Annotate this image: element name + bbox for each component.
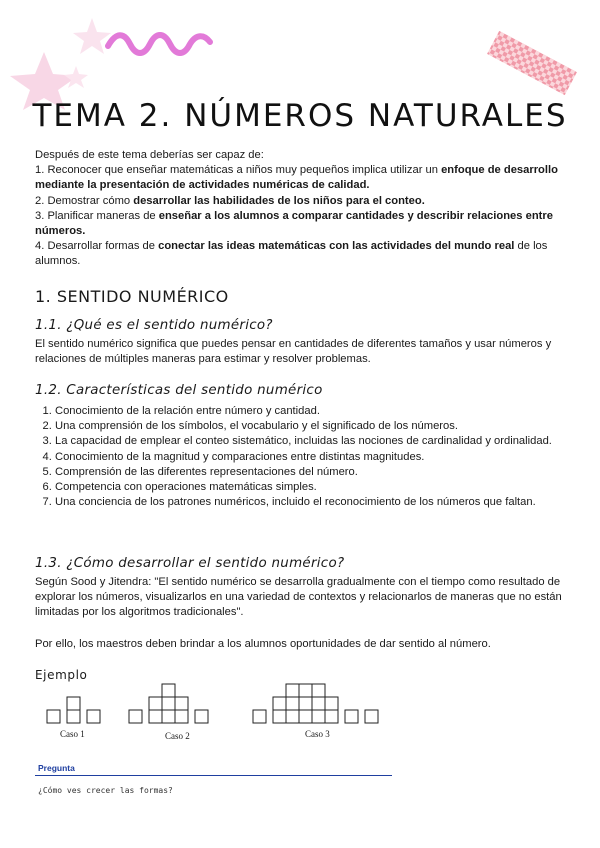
case-2-shapes (129, 684, 208, 723)
list-item: 7. Una conciencia de los patrones numéricos, incluido el reconocimiento de los números que faltan. (55, 495, 555, 510)
washi-tape-decoration (482, 30, 582, 96)
list-item: 5. Comprensión de las diferentes representaciones del número. (55, 465, 555, 480)
case-2-label: Caso 2 (165, 731, 190, 741)
case-3-label: Caso 3 (305, 729, 330, 739)
page-title: TEMA 2. NÚMEROS NATURALES (32, 98, 568, 134)
subsection-heading-3: 1.3. ¿Cómo desarrollar el sentido numérico? (35, 556, 345, 571)
growing-shapes-figure (40, 680, 400, 742)
list-item: 2. Una comprensión de los símbolos, el vocabulario y el significado de los números. (55, 419, 555, 434)
list-item: 4. Conocimiento de la magnitud y comparaciones entre distintas magnitudes. (55, 450, 555, 465)
question-title: Pregunta (38, 763, 75, 773)
case-1-shapes (47, 697, 100, 723)
case-1-label: Caso 1 (60, 729, 85, 739)
example-label: Ejemplo (35, 668, 88, 682)
list-item: 1. Conocimiento de la relación entre número y cantidad. (55, 404, 555, 419)
characteristics-list (35, 404, 555, 510)
subsection-3-text: Según Sood y Jitendra: "El sentido numérico se desarrolla gradualmente con el tiempo como resultado de explorar los números, visualizarlos en una variedad de contextos y relacionarlos de maneras que no están limitadas por los algoritmos tradicionales". (35, 576, 562, 619)
objective-2: 2. Demostrar cómo desarrollar las habilidades de los niños para el conteo. (35, 194, 425, 207)
subsection-heading-2: 1.2. Características del sentido numérico (35, 383, 323, 398)
list-item: 3. La capacidad de emplear el conteo sistemático, incluidas las nociones de cardinalidad y ordinalidad. (55, 434, 555, 449)
intro-lead: Después de este tema deberías ser capaz de: (35, 149, 264, 161)
squiggle-decoration (104, 28, 214, 60)
learning-objectives (35, 148, 565, 270)
subsection-3-text-2: Por ello, los maestros deben brindar a los alumnos oportunidades de dar sentido al número. (35, 638, 491, 650)
subsection-1-text: El sentido numérico significa que puedes pensar en cantidades de diferentes tamaños y usar números y relaciones de múltiples maneras para estimar y resolver problemas. (35, 338, 552, 366)
star-decoration (0, 10, 120, 110)
question-divider (35, 775, 392, 776)
question-text: ¿Cómo ves crecer las formas? (38, 786, 173, 795)
tiny-star-icon (64, 66, 88, 88)
objective-3: 3. Planificar maneras de enseñar a los alumnos a comparar cantidades y describir relaciones entre números. (35, 209, 553, 238)
objective-4: 4. Desarrollar formas de conectar las ideas matemáticas con las actividades del mundo real de los alumnos. (35, 240, 548, 268)
section-heading: 1. SENTIDO NUMÉRICO (35, 287, 229, 306)
list-item: 6. Competencia con operaciones matemáticas simples. (55, 480, 555, 495)
subsection-heading-1: 1.1. ¿Qué es el sentido numérico? (35, 318, 273, 333)
case-3-shapes (253, 684, 378, 723)
objective-1: 1. Reconocer que enseñar matemáticas a niños muy pequeños implica utilizar un enfoque de desarrollo mediante la presentación de actividades numéricas de calidad. (35, 164, 558, 192)
